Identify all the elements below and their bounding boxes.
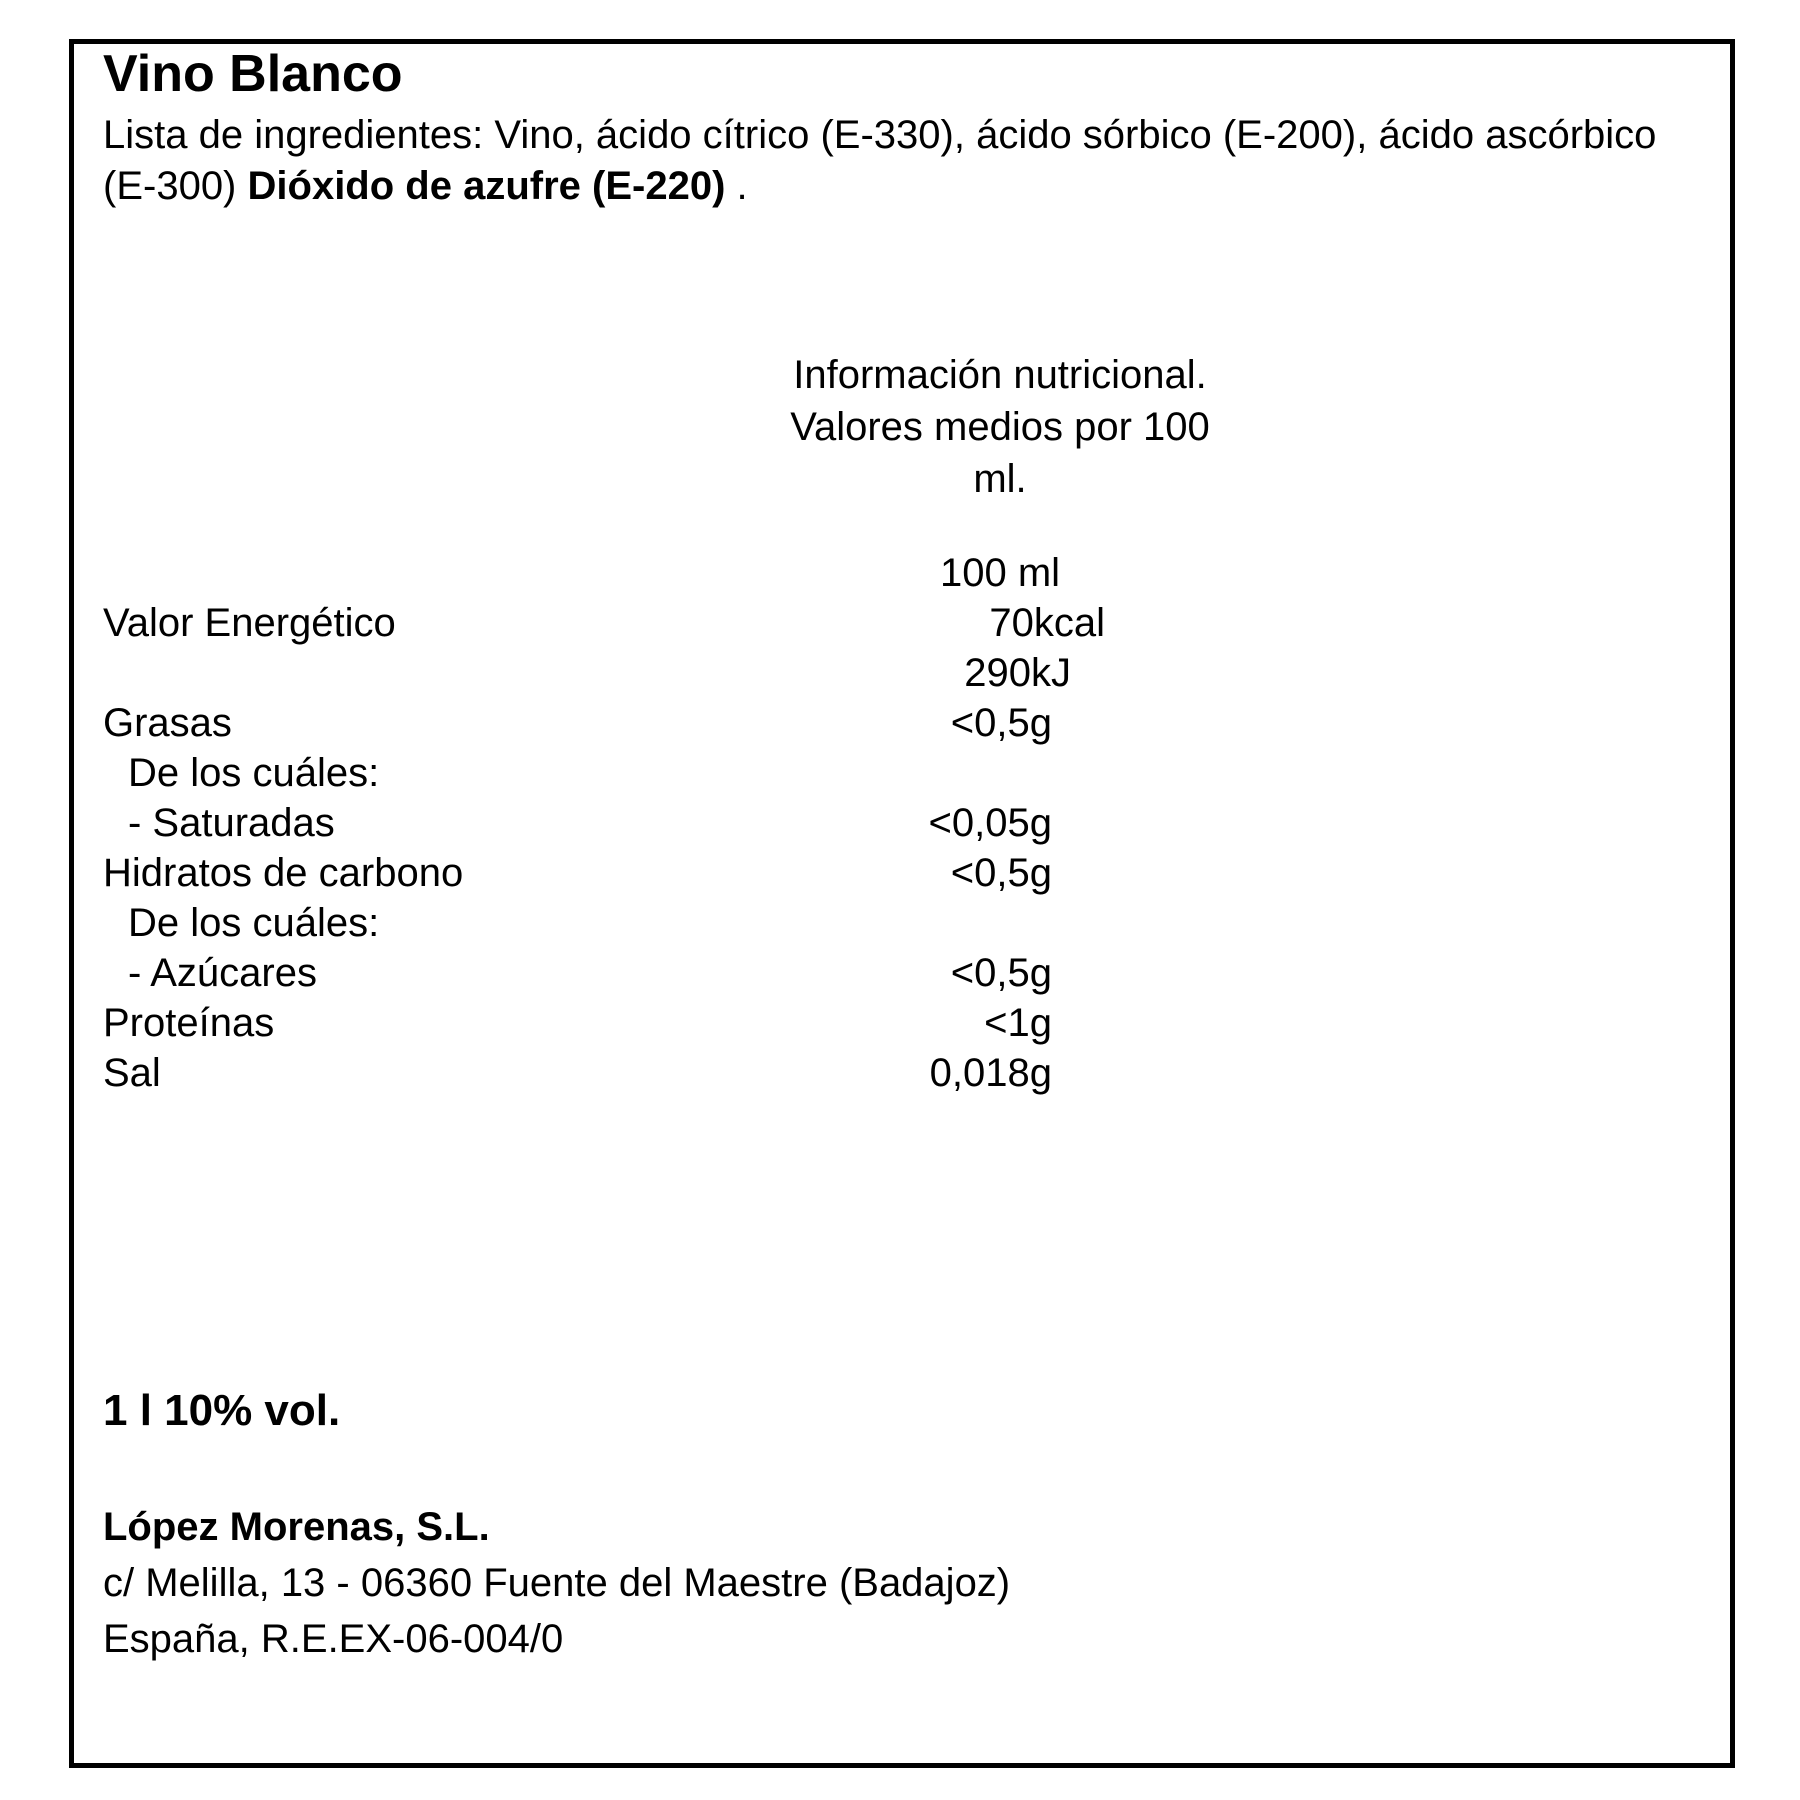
row-label-energy: Valor Energético bbox=[103, 601, 396, 645]
row-value-saturated: <0,05g bbox=[928, 801, 1052, 845]
row-value-energy-kcal: 70kcal bbox=[989, 601, 1105, 645]
allergen-text: Dióxido de azufre (E-220) bbox=[247, 164, 726, 208]
row-value-fat: <0,5g bbox=[950, 701, 1052, 745]
ingredients-list bbox=[103, 110, 1663, 212]
row-label-of-which-fat: De los cuáles: bbox=[128, 751, 380, 795]
nutrition-heading-line2: Valores medios por 100 bbox=[790, 405, 1210, 449]
row-label-of-which-carbs: De los cuáles: bbox=[128, 901, 380, 945]
producer-name: López Morenas, S.L. bbox=[103, 1505, 490, 1549]
row-label-sugars: - Azúcares bbox=[128, 951, 317, 995]
producer-country-registration: España, R.E.EX-06-004/0 bbox=[103, 1617, 564, 1661]
row-label-carbs: Hidratos de carbono bbox=[103, 851, 464, 895]
row-label-saturated: - Saturadas bbox=[128, 801, 335, 845]
row-label-salt: Sal bbox=[103, 1051, 161, 1095]
nutrition-heading bbox=[700, 349, 1300, 505]
ingredients-end: . bbox=[725, 164, 748, 208]
row-value-energy-kj: 290kJ bbox=[964, 651, 1071, 695]
row-value-sugars: <0,5g bbox=[950, 951, 1052, 995]
row-label-fat: Grasas bbox=[103, 701, 232, 745]
row-value-carbs: <0,5g bbox=[950, 851, 1052, 895]
nutrition-column-header: 100 ml bbox=[939, 551, 1061, 595]
producer-address: c/ Melilla, 13 - 06360 Fuente del Maestre (Badajoz) bbox=[103, 1561, 1011, 1605]
row-label-protein: Proteínas bbox=[103, 1001, 275, 1045]
nutrition-heading-line1: Información nutricional. bbox=[793, 353, 1207, 397]
ingredients-text: Lista de ingredientes: Vino, ácido cítrico (E-330), ácido sórbico (E-200), ácido ascórbico (E-300) bbox=[103, 113, 1657, 208]
row-value-salt: 0,018g bbox=[929, 1051, 1052, 1095]
product-title: Vino Blanco bbox=[103, 45, 403, 103]
row-value-protein: <1g bbox=[984, 1001, 1052, 1045]
nutrition-heading-line3: ml. bbox=[973, 457, 1027, 501]
volume-alcohol: 1 l 10% vol. bbox=[103, 1386, 341, 1435]
